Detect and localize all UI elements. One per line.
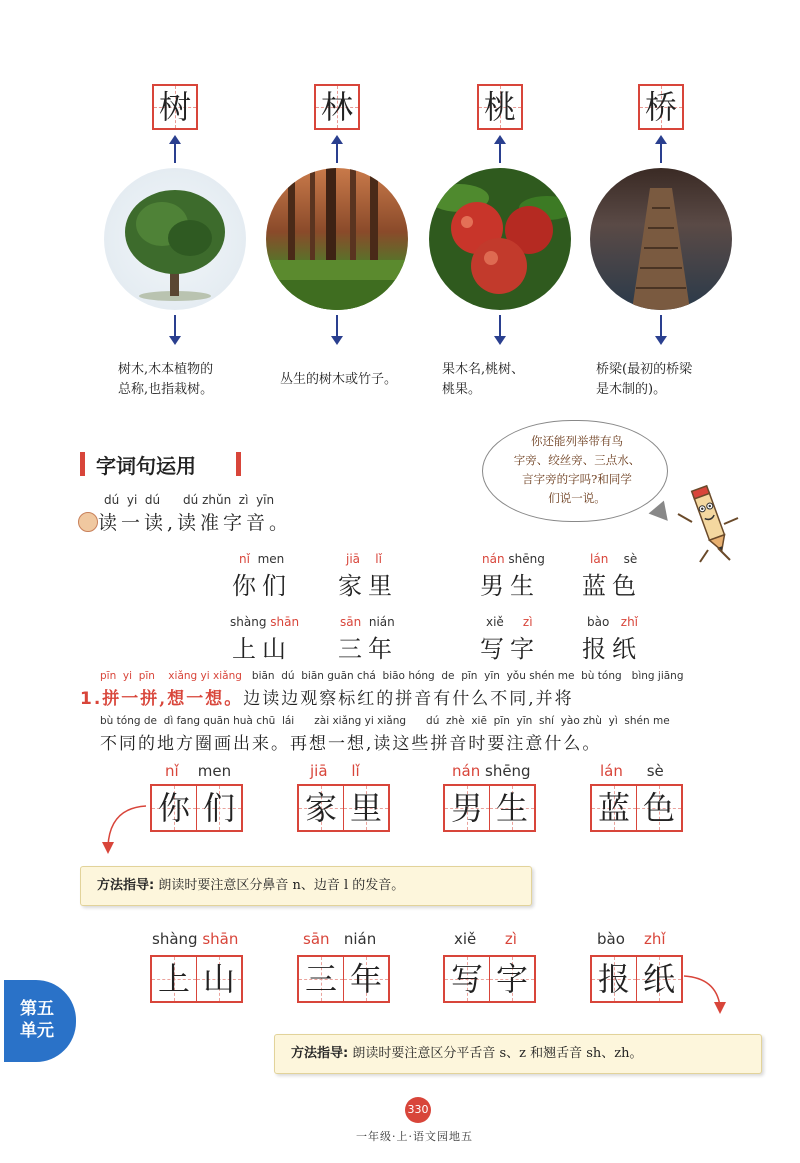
section-bar-left — [80, 452, 85, 476]
arrow-up-icon — [660, 143, 662, 163]
box-word-pinyin-3: lán sè — [600, 762, 664, 780]
bridge-photo — [590, 168, 732, 310]
char-box-0: 树 — [152, 84, 198, 130]
tree-photo — [104, 168, 246, 310]
box-word-pinyin-7: bào zhǐ — [597, 930, 666, 948]
arrow-up-icon — [174, 143, 176, 163]
arrow-down-icon — [499, 315, 501, 337]
word-box-0: 你 们 — [150, 784, 243, 832]
section-bar-right — [236, 452, 241, 476]
curved-arrow-icon — [680, 970, 730, 1020]
exercise1-pinyin-line2: bù tóng de dì fang quān huà chū lái zài xiǎng yi xiǎng dú zhè xiē pīn yīn shí yào zhù yì shén me — [100, 715, 670, 727]
method-tip-1: 方法指导: 朗读时要注意区分鼻音 n、边音 l 的发音。 — [80, 866, 532, 906]
char-box-1: 林 — [314, 84, 360, 130]
caption-3: 桥梁(最初的桥梁 是木制的)。 — [596, 362, 693, 397]
arrow-down-icon — [174, 315, 176, 337]
arrow-up-icon — [336, 143, 338, 163]
forest-photo — [266, 168, 408, 310]
section-title: 字词句运用 — [96, 454, 196, 478]
caption-0: 树木,木本植物的 总称,也指栽树。 — [118, 362, 214, 397]
page-number: 330 — [405, 1097, 431, 1123]
curved-arrow-icon — [90, 800, 150, 860]
caption-1: 丛生的树木或竹子。 — [280, 372, 398, 387]
char-box-2: 桃 — [477, 84, 523, 130]
word-box-6: 写 字 — [443, 955, 536, 1003]
arrow-down-icon — [336, 315, 338, 337]
box-word-pinyin-2: nán shēng — [452, 762, 531, 780]
exercise1-pinyin-line1: pīn yi pīn xiǎng yi xiǎng biān dú biān guān chá biāo hóng de pīn yīn yǒu shén me bù tóng bìng jiāng — [100, 670, 684, 682]
speech-bubble-text: 你还能列举带有鸟 字旁、绞丝旁、三点水、 言字旁的字吗?和同学 们说一说。 — [513, 434, 641, 505]
read-instruction: 读一读,读准字音。 — [98, 512, 293, 534]
word-box-7: 报 纸 — [590, 955, 683, 1003]
box-word-pinyin-4: shàng shān — [152, 930, 239, 948]
word-box-4: 上 山 — [150, 955, 243, 1003]
page-footer: 一年级·上·语文园地五 — [356, 1130, 473, 1143]
read-icon — [78, 512, 98, 532]
char-box-3: 桥 — [638, 84, 684, 130]
peach-photo — [429, 168, 571, 310]
arrow-down-icon — [660, 315, 662, 337]
box-word-pinyin-1: jiā lǐ — [310, 762, 360, 780]
pencil-mascot-icon — [672, 478, 752, 564]
word-box-3: 蓝 色 — [590, 784, 683, 832]
unit-badge-text: 第五 单元 — [20, 999, 54, 1041]
exercise1-line1: 1.拼一拼,想一想。边读边观察标红的拼音有什么不同,并将 — [80, 689, 574, 709]
caption-2: 果木名,桃树、 桃果。 — [442, 362, 525, 397]
word-box-5: 三 年 — [297, 955, 390, 1003]
box-word-pinyin-6: xiě zì — [454, 930, 517, 948]
word-box-1: 家 里 — [297, 784, 390, 832]
box-word-pinyin-0: nǐ men — [165, 762, 232, 780]
box-word-pinyin-5: sān nián — [303, 930, 377, 948]
word-box-2: 男 生 — [443, 784, 536, 832]
read-pinyin: dú yi dú dú zhǔn zì yīn — [104, 493, 275, 507]
method-tip-2: 方法指导: 朗读时要注意区分平舌音 s、z 和翘舌音 sh、zh。 — [274, 1034, 762, 1074]
exercise1-line2: 不同的地方圈画出来。再想一想,读这些拼音时要注意什么。 — [100, 734, 602, 754]
arrow-up-icon — [499, 143, 501, 163]
